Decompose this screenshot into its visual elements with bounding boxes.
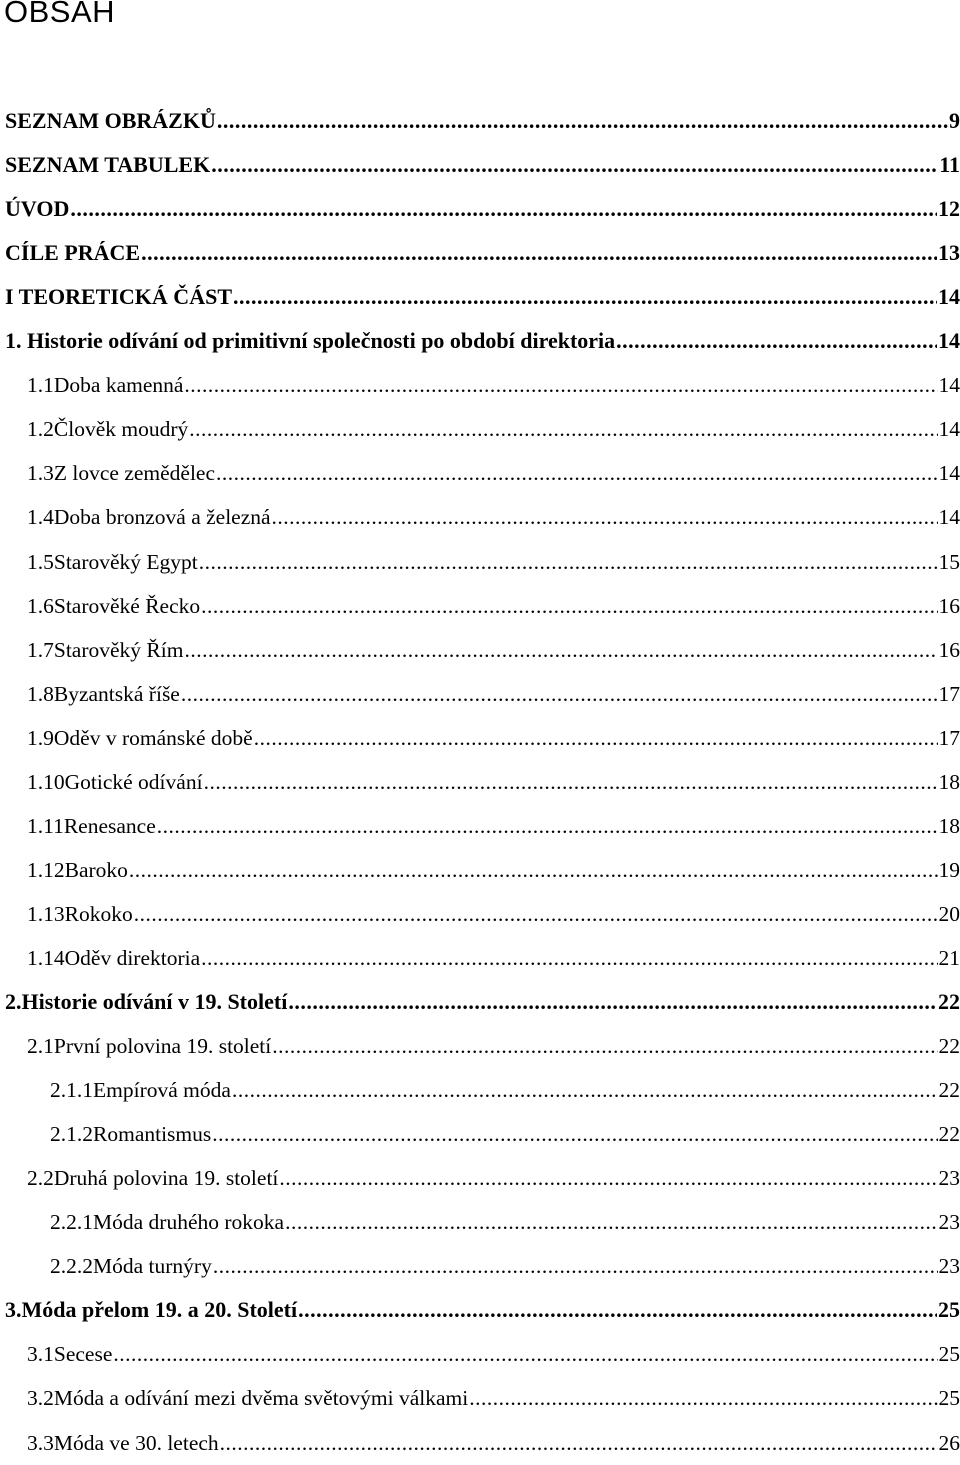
dot-leader xyxy=(184,628,937,672)
toc-entry-number: 1.13 xyxy=(27,892,65,936)
toc-entry-label: SEZNAM TABULEK xyxy=(5,143,210,187)
toc-entry-number: 1.10 xyxy=(27,760,65,804)
toc-entry[interactable] xyxy=(0,892,960,936)
toc-entry-page-number: 25 xyxy=(939,1376,960,1420)
toc-entry-label: Byzantská říše xyxy=(54,672,180,716)
toc-entry-page-number: 23 xyxy=(939,1156,960,1200)
toc-entry-page-number: 15 xyxy=(939,540,960,584)
toc-entry[interactable] xyxy=(0,980,960,1024)
toc-entry-label: Doba bronzová a železná xyxy=(54,495,271,539)
toc-entry-label: Oděv direktoria xyxy=(65,936,201,980)
toc-entry-number: 2.2.2 xyxy=(50,1244,93,1288)
dot-leader xyxy=(469,1376,937,1420)
dot-leader xyxy=(272,495,938,539)
toc-entry-label: Člověk moudrý xyxy=(54,407,188,451)
toc-entry-label: Móda druhého rokoka xyxy=(93,1200,284,1244)
dot-leader xyxy=(220,1421,938,1465)
toc-entry-number: 3. xyxy=(5,1288,22,1332)
page-title: OBSAH xyxy=(4,0,115,30)
toc-entry[interactable] xyxy=(0,1376,960,1420)
toc-entry-number: 1.6 xyxy=(27,584,54,628)
toc-entry-page-number: 23 xyxy=(939,1200,960,1244)
dot-leader xyxy=(181,672,938,716)
dot-leader xyxy=(201,936,937,980)
dot-leader xyxy=(217,99,948,143)
dot-leader xyxy=(212,1112,937,1156)
toc-entry-page-number: 9 xyxy=(949,99,960,143)
toc-entry-page-number: 17 xyxy=(939,716,960,760)
toc-entry[interactable] xyxy=(0,143,960,187)
toc-entry-number: 3.3 xyxy=(27,1421,54,1465)
toc-entry[interactable] xyxy=(0,1156,960,1200)
toc-entry[interactable] xyxy=(0,1421,960,1465)
toc-entry-page-number: 14 xyxy=(938,319,960,363)
toc-entry-page-number: 17 xyxy=(939,672,960,716)
toc-entry[interactable] xyxy=(0,1288,960,1332)
toc-entry-number: 2.1 xyxy=(27,1024,54,1068)
toc-entry-label: ÚVOD xyxy=(5,187,69,231)
dot-leader xyxy=(134,892,938,936)
toc-entry-label: I TEORETICKÁ ČÁST xyxy=(5,275,232,319)
toc-entry-page-number: 16 xyxy=(939,584,960,628)
toc-entry-page-number: 14 xyxy=(939,363,960,407)
dot-leader xyxy=(129,848,938,892)
toc-entry-page-number: 18 xyxy=(939,760,960,804)
toc-entry-page-number: 21 xyxy=(939,936,960,980)
toc-entry-label: Druhá polovina 19. století xyxy=(54,1156,279,1200)
toc-entry-number: 1.9 xyxy=(27,716,54,760)
toc-entry[interactable] xyxy=(0,187,960,231)
toc-entry-label: Renesance xyxy=(64,804,156,848)
toc-entry[interactable] xyxy=(0,319,960,363)
dot-leader xyxy=(157,804,938,848)
dot-leader xyxy=(288,980,937,1024)
toc-entry-number: 1.14 xyxy=(27,936,65,980)
toc-entry-number: 2. xyxy=(5,980,22,1024)
toc-entry-page-number: 22 xyxy=(939,1112,960,1156)
toc-entry-label: Romantismus xyxy=(93,1112,211,1156)
toc-entry-page-number: 22 xyxy=(938,980,960,1024)
toc-entry[interactable] xyxy=(0,672,960,716)
toc-entry[interactable] xyxy=(0,628,960,672)
dot-leader xyxy=(213,1244,938,1288)
dot-leader xyxy=(211,143,938,187)
dot-leader xyxy=(201,584,937,628)
toc-entry-number: 1.7 xyxy=(27,628,54,672)
toc-entry-label: Oděv v románské době xyxy=(54,716,253,760)
dot-leader xyxy=(232,1068,938,1112)
dot-leader xyxy=(184,363,937,407)
toc-entry-label: Móda přelom 19. a 20. Století xyxy=(22,1288,298,1332)
toc-entry-label: Z lovce zemědělec xyxy=(54,451,215,495)
toc-entry-label: 1. Historie odívání od primitivní společnosti po období direktoria xyxy=(5,319,615,363)
toc-entry-label: Gotické odívání xyxy=(65,760,203,804)
toc-entry-number: 3.2 xyxy=(27,1376,54,1420)
dot-leader xyxy=(616,319,937,363)
toc-entry[interactable] xyxy=(0,99,960,143)
toc-entry-label: Móda ve 30. letech xyxy=(54,1421,219,1465)
toc-entry-page-number: 11 xyxy=(939,143,960,187)
dot-leader xyxy=(189,407,937,451)
toc-entry-page-number: 14 xyxy=(939,451,960,495)
toc-entry-page-number: 25 xyxy=(939,1332,960,1376)
toc-entry-number: 2.2 xyxy=(27,1156,54,1200)
dot-leader xyxy=(141,231,937,275)
toc-entry-label: Móda turnýry xyxy=(93,1244,212,1288)
toc-entry-page-number: 19 xyxy=(939,848,960,892)
toc-entry-label: Doba kamenná xyxy=(54,363,184,407)
toc-entry-label: Starověké Řecko xyxy=(54,584,200,628)
toc-entry-page-number: 22 xyxy=(939,1024,960,1068)
toc-entry[interactable] xyxy=(0,231,960,275)
toc-entry[interactable] xyxy=(0,1332,960,1376)
toc-entry-number: 2.2.1 xyxy=(50,1200,93,1244)
toc-entry-number: 1.4 xyxy=(27,495,54,539)
dot-leader xyxy=(285,1200,937,1244)
toc-entry-number: 1.2 xyxy=(27,407,54,451)
toc-entry-label: Starověký Řím xyxy=(54,628,184,672)
dot-leader xyxy=(254,716,938,760)
dot-leader xyxy=(199,540,938,584)
toc-entry[interactable] xyxy=(0,451,960,495)
toc-entry[interactable] xyxy=(0,760,960,804)
toc-entry[interactable] xyxy=(0,848,960,892)
toc-entry[interactable] xyxy=(0,363,960,407)
toc-entry-page-number: 26 xyxy=(939,1421,960,1465)
toc-entry[interactable] xyxy=(0,540,960,584)
toc-entry-label: Historie odívání v 19. Století xyxy=(22,980,288,1024)
toc-entry-label: První polovina 19. století xyxy=(54,1024,271,1068)
toc-entry-number: 1.11 xyxy=(27,804,64,848)
toc-entry[interactable] xyxy=(0,716,960,760)
dot-leader xyxy=(70,187,937,231)
dot-leader xyxy=(113,1332,937,1376)
toc-entry-number: 1.3 xyxy=(27,451,54,495)
toc-entry-number: 1.5 xyxy=(27,540,54,584)
toc-entry-page-number: 13 xyxy=(938,231,960,275)
toc-entry-number: 2.1.2 xyxy=(50,1112,93,1156)
toc-entry-number: 3.1 xyxy=(27,1332,54,1376)
toc-entry[interactable] xyxy=(0,1024,960,1068)
dot-leader xyxy=(233,275,937,319)
toc-entry-label: Empírová móda xyxy=(93,1068,231,1112)
toc-entry-page-number: 14 xyxy=(939,495,960,539)
toc-entry[interactable] xyxy=(0,1244,960,1288)
dot-leader xyxy=(216,451,937,495)
toc-entry[interactable] xyxy=(0,495,960,539)
toc-entry-page-number: 22 xyxy=(939,1068,960,1112)
toc-entry-label: CÍLE PRÁCE xyxy=(5,231,140,275)
toc-entry-label: Starověký Egypt xyxy=(54,540,198,584)
toc-entry-number: 1.8 xyxy=(27,672,54,716)
toc-entry[interactable] xyxy=(0,804,960,848)
toc-entry-page-number: 12 xyxy=(938,187,960,231)
toc-entry-page-number: 25 xyxy=(938,1288,960,1332)
toc-entry[interactable] xyxy=(0,407,960,451)
toc-entry-number: 1.1 xyxy=(27,363,54,407)
toc-entry-page-number: 20 xyxy=(939,892,960,936)
toc-entry-label: Rokoko xyxy=(65,892,133,936)
toc-entry-page-number: 16 xyxy=(939,628,960,672)
toc-entry-number: 2.1.1 xyxy=(50,1068,93,1112)
toc-entry-page-number: 23 xyxy=(939,1244,960,1288)
dot-leader xyxy=(272,1024,937,1068)
toc-entry-label: Baroko xyxy=(65,848,128,892)
toc-entry-page-number: 14 xyxy=(938,275,960,319)
toc-entry-label: Móda a odívání mezi dvěma světovými válkami xyxy=(54,1376,468,1420)
toc-entry-number: 1.12 xyxy=(27,848,65,892)
toc-entry-label: SEZNAM OBRÁZKŮ xyxy=(5,99,216,143)
toc-entry[interactable] xyxy=(0,936,960,980)
toc-entry[interactable] xyxy=(0,1112,960,1156)
toc-entry[interactable] xyxy=(0,1068,960,1112)
toc-entry[interactable] xyxy=(0,275,960,319)
dot-leader xyxy=(298,1288,937,1332)
toc-entry-label: Secese xyxy=(54,1332,113,1376)
toc-entry[interactable] xyxy=(0,1200,960,1244)
toc-entry-page-number: 14 xyxy=(939,407,960,451)
toc-entry-page-number: 18 xyxy=(939,804,960,848)
dot-leader xyxy=(279,1156,937,1200)
toc-entry[interactable] xyxy=(0,584,960,628)
dot-leader xyxy=(204,760,938,804)
